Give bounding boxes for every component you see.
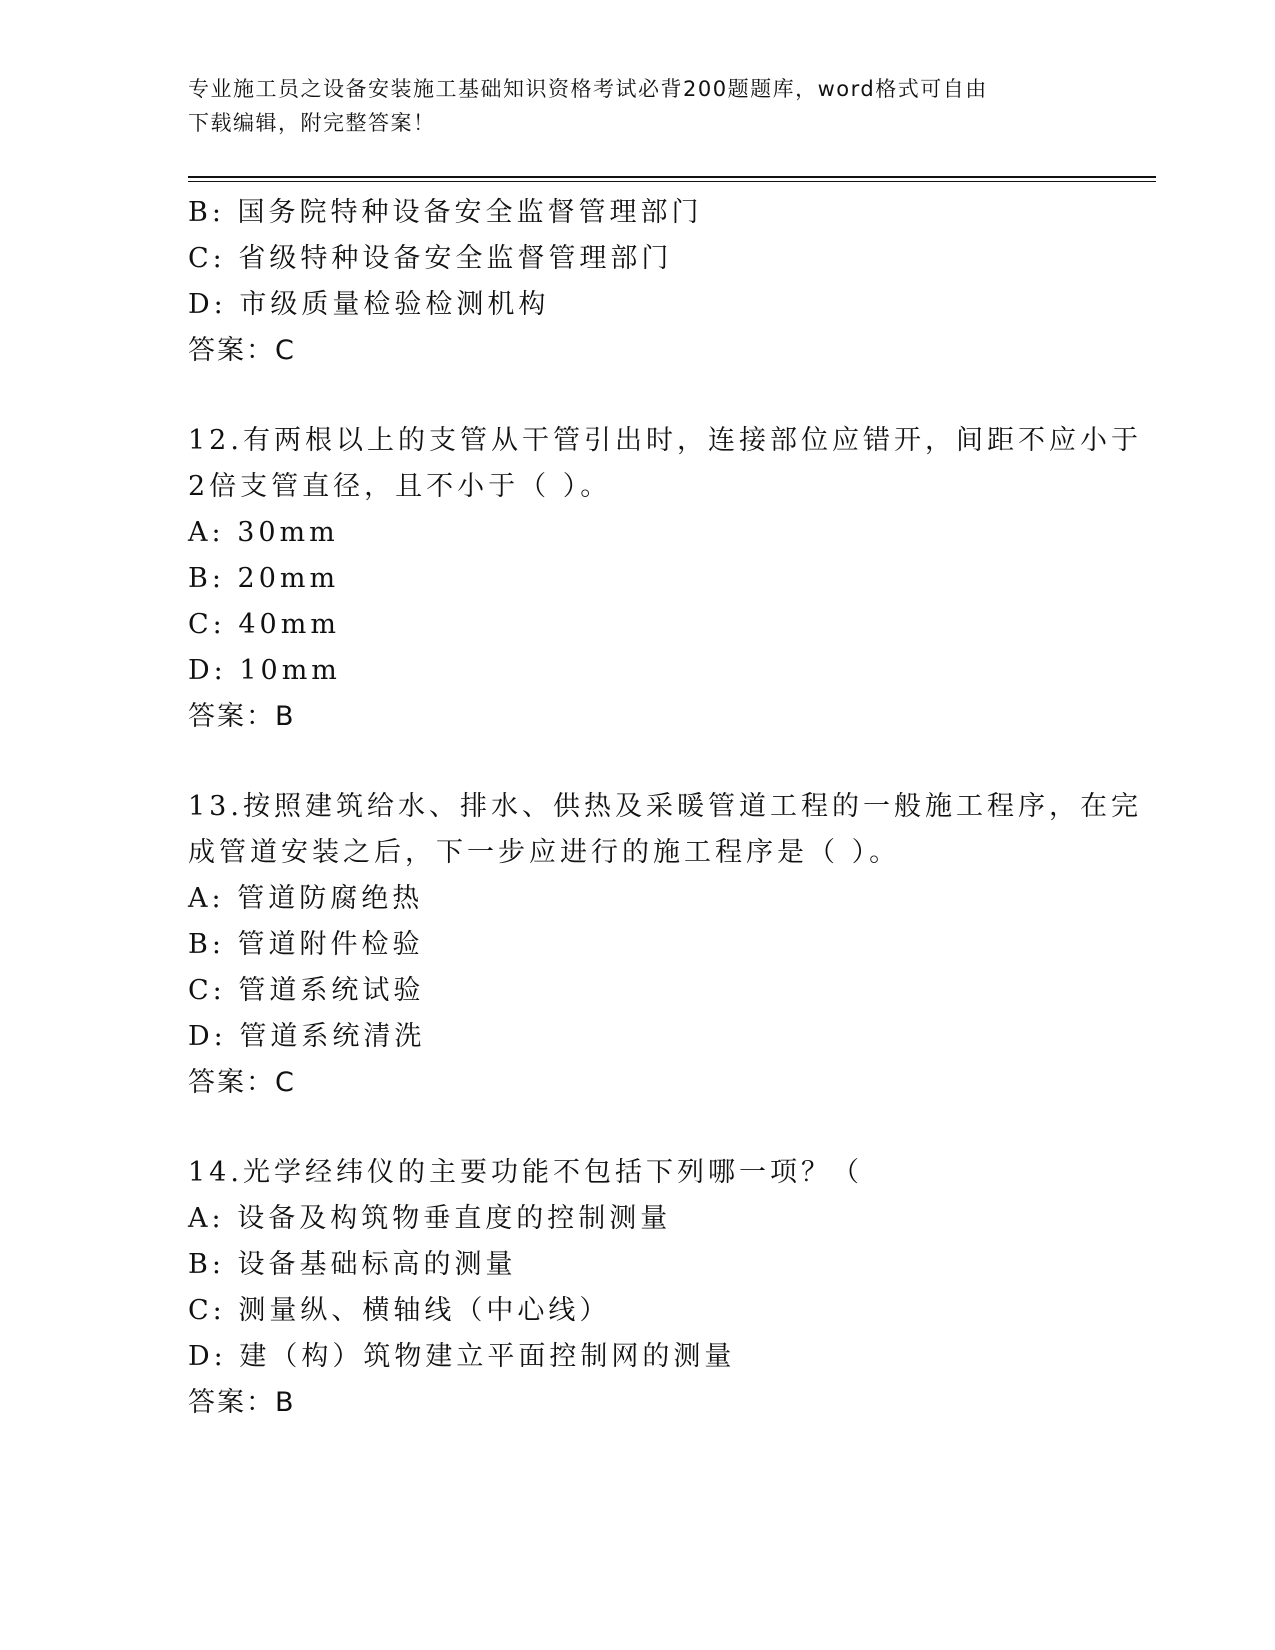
question-stem-line: 成管道安装之后，下一步应进行的施工程序是（ ）。 bbox=[188, 837, 901, 868]
option-label: A: bbox=[188, 1203, 225, 1234]
option-c bbox=[188, 602, 1088, 648]
option-label: A: bbox=[188, 517, 225, 548]
answer-line: 答案：B bbox=[188, 1387, 296, 1418]
answer-line: 答案：B bbox=[188, 701, 296, 732]
question-14 bbox=[188, 1150, 1088, 1426]
option-text: 管道系统试验 bbox=[238, 975, 425, 1006]
option-d bbox=[188, 1334, 1088, 1380]
option-a bbox=[188, 876, 1088, 922]
option-label: B: bbox=[188, 929, 225, 960]
question-list bbox=[188, 190, 1142, 1426]
option-b bbox=[188, 1242, 1088, 1288]
header-title-line-2: 下载编辑，附完整答案！ bbox=[188, 111, 436, 135]
option-text: 省级特种设备安全监督管理部门 bbox=[238, 243, 673, 274]
question-stem bbox=[188, 418, 1142, 510]
option-label: C: bbox=[188, 1295, 226, 1326]
option-a bbox=[188, 510, 1088, 556]
option-d bbox=[188, 648, 1088, 694]
option-text: 市级质量检验检测机构 bbox=[239, 289, 550, 320]
spacer bbox=[188, 374, 1088, 418]
question-stem-line: 14.光学经纬仪的主要功能不包括下列哪一项？（ bbox=[188, 1157, 863, 1188]
option-label: A: bbox=[188, 883, 225, 914]
option-label: B: bbox=[188, 197, 225, 228]
option-label: D: bbox=[188, 289, 227, 320]
option-text: 管道防腐绝热 bbox=[237, 883, 424, 914]
option-text: 设备及构筑物垂直度的控制测量 bbox=[237, 1203, 672, 1234]
spacer bbox=[188, 740, 1088, 784]
question-stem-line: 13.按照建筑给水、排水、供热及采暖管道工程的一般施工程序，在完 bbox=[188, 791, 1142, 822]
option-a bbox=[188, 1196, 1088, 1242]
option-text: 测量纵、横轴线（中心线） bbox=[238, 1295, 611, 1326]
option-label: D: bbox=[188, 1021, 227, 1052]
option-text: 20mm bbox=[237, 563, 340, 594]
option-label: D: bbox=[188, 655, 227, 686]
answer-line: 答案：C bbox=[188, 335, 296, 366]
option-b bbox=[188, 556, 1088, 602]
question-13 bbox=[188, 784, 1142, 1106]
option-text: 40mm bbox=[238, 609, 340, 640]
header-title-line-1: 专业施工员之设备安装施工基础知识资格考试必背200题题库，word格式可自由 bbox=[188, 77, 988, 101]
question-12 bbox=[188, 418, 1142, 740]
option-text: 10mm bbox=[239, 655, 341, 686]
question-stem-line: 2倍支管直径，且不小于（ ）。 bbox=[188, 471, 612, 502]
spacer bbox=[188, 1106, 1088, 1150]
option-c bbox=[188, 236, 1088, 282]
question-stem bbox=[188, 784, 1142, 876]
header-rule-thin bbox=[188, 181, 1156, 182]
option-text: 30mm bbox=[237, 517, 339, 548]
option-text: 建（构）筑物建立平面控制网的测量 bbox=[239, 1341, 736, 1372]
option-b bbox=[188, 190, 1088, 236]
option-d bbox=[188, 282, 1088, 328]
question-11-tail bbox=[188, 190, 1088, 374]
option-text: 设备基础标高的测量 bbox=[237, 1249, 517, 1280]
option-text: 管道附件检验 bbox=[237, 929, 424, 960]
option-c bbox=[188, 1288, 1088, 1334]
question-stem bbox=[188, 1150, 1088, 1196]
option-label: C: bbox=[188, 609, 226, 640]
option-label: B: bbox=[188, 1249, 225, 1280]
option-text: 管道系统清洗 bbox=[239, 1021, 426, 1052]
option-d bbox=[188, 1014, 1088, 1060]
option-c bbox=[188, 968, 1088, 1014]
question-stem-line: 12.有两根以上的支管从干管引出时，连接部位应错开，间距不应小于 bbox=[188, 425, 1142, 456]
option-label: C: bbox=[188, 975, 226, 1006]
option-label: D: bbox=[188, 1341, 227, 1372]
option-b bbox=[188, 922, 1088, 968]
header-rule-thick bbox=[188, 176, 1156, 178]
option-text: 国务院特种设备安全监督管理部门 bbox=[237, 197, 703, 228]
option-label: C: bbox=[188, 243, 226, 274]
document-header bbox=[188, 72, 1068, 140]
answer-line: 答案：C bbox=[188, 1067, 296, 1098]
option-label: B: bbox=[188, 563, 225, 594]
